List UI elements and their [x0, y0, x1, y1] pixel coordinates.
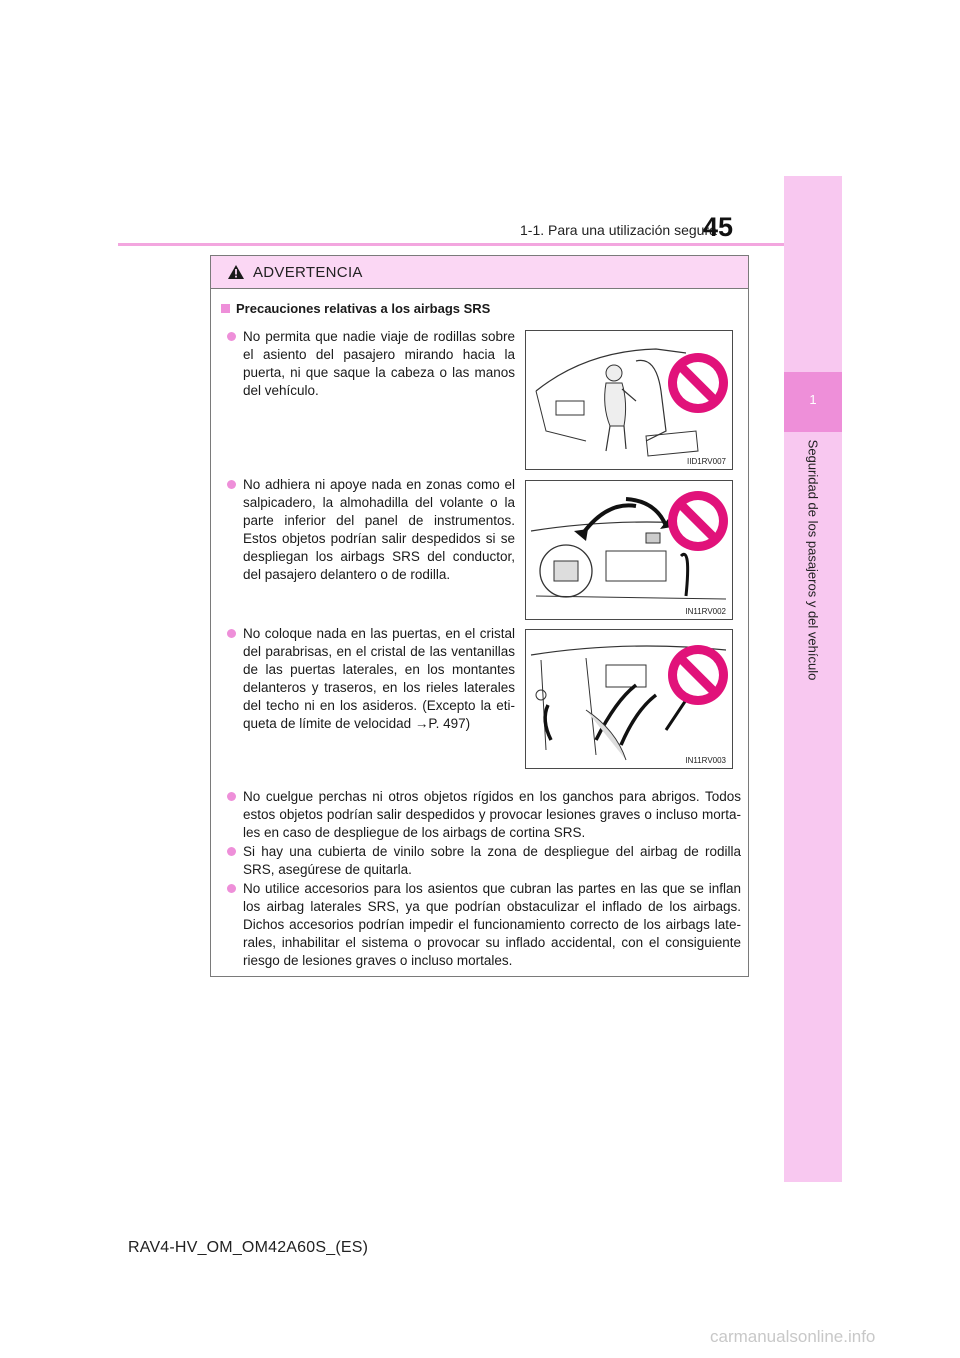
bullet-item [243, 625, 515, 733]
watermark: carmanualsonline.info [710, 1327, 876, 1346]
figure-kneeling-passenger [525, 330, 733, 470]
section-heading [221, 301, 490, 316]
bullet-dot-icon [227, 792, 236, 801]
document-code: RAV4-HV_OM_OM42A60S_(ES) [128, 1239, 369, 1256]
interior-curtain-illustration [526, 630, 732, 768]
bullet-dot-icon [227, 629, 236, 638]
figure-code: IN11RV002 [685, 607, 726, 616]
chapter-number: 1 [809, 392, 817, 407]
kneeling-passenger-illustration [526, 331, 732, 469]
warning-box [210, 255, 749, 977]
bullet-item [243, 788, 741, 842]
bullet-text: Si hay una cubierta de vinilo sobre la zona de despliegue del airbag de rodilla SRS, asegúrese de quitarla. [243, 844, 741, 877]
bullet-text: No permita que nadie viaje de rodillas sobre el asiento del pasajero mirando hacia la puerta, ni que saque la cabeza o las manos del vehículo. [243, 329, 515, 398]
bullet-item [243, 476, 515, 584]
bullet-text: No adhiera ni apoye nada en zonas como el salpicadero, la almohadilla del volante o la parte inferior del panel de instrumentos. Estos objetos podrían salir despedidos si se despliegan los airbags SRS del conductor, del pasajero delantero o de rodilla. [243, 477, 515, 582]
bullet-text: No utilice accesorios para los asientos que cubran las partes en las que se inflan los airbag laterales SRS, ya que podrían obstaculizar el inflado de los airbags. Dichos accesorios podrían impedir el funcionamiento correcto de los airbags late-rales, inhabilitar el sistema o provocar su inflado accidental, con el consiguiente riesgo de lesiones graves o incluso mortales. [243, 881, 741, 968]
chapter-title: Seguridad de los pasajeros y del vehículo [805, 439, 821, 681]
figure-dashboard-airbags [525, 480, 733, 620]
header-rule [118, 243, 840, 246]
bullet-dot-icon [227, 480, 236, 489]
figure-code: IN11RV003 [685, 756, 726, 765]
bullet-dot-icon [227, 847, 236, 856]
bullet-text: No coloque nada en las puertas, en el cristal del parabrisas, en el cristal de las ventanillas de las puertas laterales, en los montantes delanteros y traseros, en los rieles laterales del techo ni en los asideros. (Excepto la eti-queta de límite de velocidad →P. 497) [243, 626, 515, 731]
warning-header [211, 256, 748, 289]
warning-title: ADVERTENCIA [253, 263, 363, 281]
bullet-text: No cuelgue perchas ni otros objetos rígidos en los ganchos para abrigos. Todos estos objetos podrían salir despedidos y provocar lesiones graves o incluso morta-les en caso de despliegue de los airbags de cortina SRS. [243, 789, 741, 840]
bullet-item [243, 328, 515, 400]
bullet-item [243, 843, 741, 879]
square-bullet-icon [221, 304, 230, 313]
bullet-item [243, 880, 741, 970]
dashboard-airbags-illustration [526, 481, 732, 619]
bullet-dot-icon [227, 332, 236, 341]
section-heading-text: Precauciones relativas a los airbags SRS [236, 301, 491, 316]
header-section-title: 1-1. Para una utilización segura [520, 222, 717, 238]
figure-code: IID1RV007 [687, 457, 726, 466]
bullet-dot-icon [227, 884, 236, 893]
warning-triangle-icon [227, 264, 245, 280]
figure-interior-curtain [525, 629, 733, 769]
page-number: 45 [703, 212, 734, 242]
